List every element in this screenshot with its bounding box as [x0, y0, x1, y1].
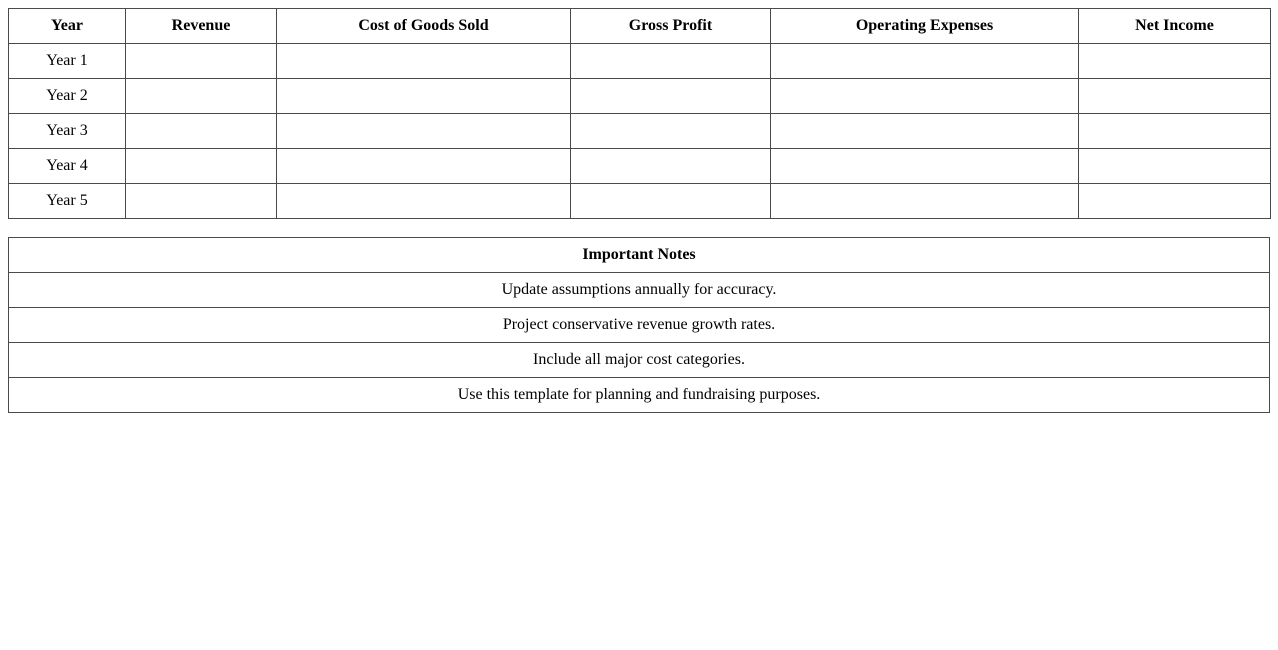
header-row [9, 9, 1271, 44]
note-item: Update assumptions annually for accuracy. [9, 273, 1270, 308]
note-item: Include all major cost categories. [9, 343, 1270, 378]
header-gross-profit: Gross Profit [571, 9, 771, 44]
operating-expenses-cell [771, 79, 1079, 114]
revenue-cell [126, 114, 277, 149]
table-row [9, 79, 1271, 114]
header-year: Year [9, 9, 126, 44]
net-income-cell [1079, 114, 1271, 149]
note-row [9, 273, 1270, 308]
financial-projection-table [8, 8, 1271, 219]
gross-profit-cell [571, 184, 771, 219]
operating-expenses-cell [771, 149, 1079, 184]
operating-expenses-cell [771, 184, 1079, 219]
cogs-cell [277, 44, 571, 79]
projection-table-header [9, 9, 1271, 44]
cogs-cell [277, 79, 571, 114]
operating-expenses-cell [771, 114, 1079, 149]
net-income-cell [1079, 79, 1271, 114]
table-row [9, 114, 1271, 149]
note-row [9, 343, 1270, 378]
header-operating-expenses: Operating Expenses [771, 9, 1079, 44]
year-cell: Year 5 [9, 184, 126, 219]
year-cell: Year 1 [9, 44, 126, 79]
gross-profit-cell [571, 114, 771, 149]
notes-table-header [9, 238, 1270, 273]
note-row [9, 378, 1270, 413]
revenue-cell [126, 149, 277, 184]
notes-header-row [9, 238, 1270, 273]
projection-table-body [9, 44, 1271, 219]
table-row [9, 184, 1271, 219]
year-cell: Year 2 [9, 79, 126, 114]
notes-table-body [9, 273, 1270, 413]
gross-profit-cell [571, 44, 771, 79]
net-income-cell [1079, 149, 1271, 184]
table-row [9, 44, 1271, 79]
table-row [9, 149, 1271, 184]
note-item: Use this template for planning and fundraising purposes. [9, 378, 1270, 413]
important-notes-table [8, 237, 1270, 413]
gross-profit-cell [571, 149, 771, 184]
revenue-cell [126, 79, 277, 114]
cogs-cell [277, 114, 571, 149]
net-income-cell [1079, 44, 1271, 79]
note-row [9, 308, 1270, 343]
cogs-cell [277, 184, 571, 219]
net-income-cell [1079, 184, 1271, 219]
revenue-cell [126, 184, 277, 219]
revenue-cell [126, 44, 277, 79]
gross-profit-cell [571, 79, 771, 114]
note-item: Project conservative revenue growth rates. [9, 308, 1270, 343]
header-net-income: Net Income [1079, 9, 1271, 44]
header-cost-of-goods-sold: Cost of Goods Sold [277, 9, 571, 44]
year-cell: Year 4 [9, 149, 126, 184]
year-cell: Year 3 [9, 114, 126, 149]
notes-title: Important Notes [9, 238, 1270, 273]
cogs-cell [277, 149, 571, 184]
operating-expenses-cell [771, 44, 1079, 79]
header-revenue: Revenue [126, 9, 277, 44]
